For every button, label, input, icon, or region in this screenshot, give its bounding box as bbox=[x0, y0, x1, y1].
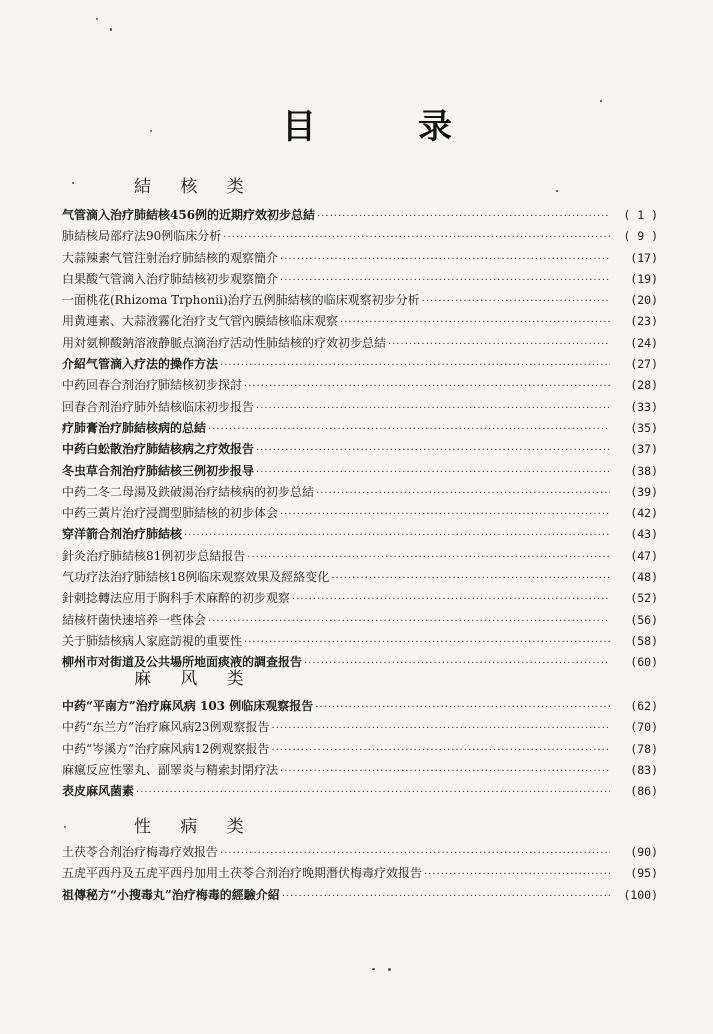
toc-entry-page: (39) bbox=[630, 484, 658, 499]
toc-entry bbox=[62, 739, 658, 760]
toc-dot-leader bbox=[424, 864, 610, 884]
toc-entry bbox=[62, 863, 658, 884]
toc-dot-leader bbox=[220, 355, 610, 375]
toc-dot-leader bbox=[280, 504, 610, 524]
toc-entry bbox=[62, 885, 658, 906]
scan-speck bbox=[64, 826, 66, 828]
toc-list-tuberculosis bbox=[62, 205, 658, 674]
toc-entry-title: 結核杆菌快速培养一些体会 bbox=[62, 612, 207, 627]
toc-entry bbox=[62, 588, 658, 609]
toc-entry-title: 表皮麻风菌素 bbox=[62, 784, 135, 799]
toc-entry bbox=[62, 842, 658, 863]
toc-dot-leader bbox=[208, 419, 610, 439]
toc-entry-title: 介紹气管滴入疗法的操作方法 bbox=[62, 357, 219, 372]
toc-entry-page: (37) bbox=[630, 442, 658, 457]
toc-entry bbox=[62, 354, 658, 375]
toc-entry-page: (60) bbox=[630, 655, 658, 670]
toc-entry-page: (17) bbox=[630, 250, 658, 265]
toc-entry bbox=[62, 546, 658, 567]
toc-entry bbox=[62, 781, 658, 802]
toc-entry bbox=[62, 248, 658, 269]
toc-entry-page: ( 9 ) bbox=[623, 229, 658, 244]
toc-entry bbox=[62, 717, 658, 738]
toc-entry-page: (52) bbox=[630, 591, 658, 606]
toc-entry-title: 麻瘋反应性睪丸、副睪炎与精索封閉疗法 bbox=[62, 762, 279, 777]
section-heading-tuberculosis: 結 核 类 bbox=[134, 177, 256, 197]
toc-dot-leader bbox=[422, 291, 610, 311]
toc-entry-title: 針刺捻轉法应用于胸科手术麻醉的初步观察 bbox=[62, 591, 291, 606]
toc-entry-title: 一面桃花(Rhizoma Trphonii)治疗五例肺結核的临床观察初步分析 bbox=[62, 293, 420, 308]
toc-list-leprosy bbox=[62, 696, 658, 802]
toc-entry bbox=[62, 311, 658, 332]
toc-entry-page: (62) bbox=[630, 699, 658, 713]
toc-dot-leader bbox=[256, 398, 610, 418]
toc-entry bbox=[62, 226, 658, 247]
toc-entry-title: 中药三黃片治疗浸潤型肺結核的初步体会 bbox=[62, 506, 279, 521]
toc-entry-title: 冬虫草合剂治疗肺結核三例初步报导 bbox=[62, 463, 255, 478]
toc-entry bbox=[62, 375, 658, 396]
toc-entry-page: (20) bbox=[630, 293, 658, 308]
toc-entry-title: 中药回春合剂治疗肺結核初步探討 bbox=[62, 378, 243, 393]
toc-dot-leader bbox=[223, 227, 610, 247]
toc-dot-leader bbox=[282, 886, 610, 906]
toc-entry-page: (23) bbox=[630, 314, 658, 329]
toc-dot-leader bbox=[315, 697, 610, 717]
toc-dot-leader bbox=[280, 249, 610, 269]
toc-entry-title: 大蒜辣素气管注射治疗肺結核的观察簡介 bbox=[62, 250, 279, 265]
scan-speck bbox=[150, 130, 152, 132]
toc-entry-page: (83) bbox=[630, 762, 658, 777]
toc-entry-page: (78) bbox=[630, 741, 658, 756]
toc-entry-page: (56) bbox=[630, 612, 658, 627]
toc-entry-page: (24) bbox=[630, 335, 658, 350]
title-char-1: 目 bbox=[282, 107, 316, 147]
toc-entry-title: 柳州市对街道及公共場所地面痰液的調查报告 bbox=[62, 655, 303, 670]
toc-list-venereal bbox=[62, 842, 658, 906]
scan-speck bbox=[372, 968, 375, 970]
section-heading-leprosy: 麻 风 类 bbox=[134, 669, 256, 689]
toc-entry bbox=[62, 524, 658, 545]
toc-entry bbox=[62, 760, 658, 781]
toc-entry-page: (33) bbox=[630, 399, 658, 414]
toc-entry-title: 气管滴入治疗肺結核456例的近期疗效初步总結 bbox=[62, 208, 316, 222]
scan-speck bbox=[72, 182, 74, 184]
toc-dot-leader bbox=[256, 440, 610, 460]
toc-entry bbox=[62, 482, 658, 503]
toc-dot-leader bbox=[184, 525, 610, 545]
toc-entry bbox=[62, 269, 658, 290]
scan-speck bbox=[388, 968, 391, 971]
toc-entry bbox=[62, 205, 658, 226]
toc-dot-leader bbox=[244, 632, 610, 652]
toc-entry bbox=[62, 696, 658, 717]
toc-entry-page: (43) bbox=[630, 527, 658, 542]
toc-dot-leader bbox=[208, 611, 610, 631]
toc-entry bbox=[62, 631, 658, 652]
toc-entry bbox=[62, 503, 658, 524]
toc-entry-page: (47) bbox=[630, 548, 658, 563]
toc-entry-title: 中药二冬二母湯及鉄破湯治疗結核病的初步总結 bbox=[62, 484, 315, 499]
toc-dot-leader bbox=[292, 589, 610, 609]
toc-entry-page: (90) bbox=[630, 845, 658, 859]
toc-dot-leader bbox=[280, 270, 610, 290]
toc-entry-page: (58) bbox=[630, 633, 658, 648]
toc-dot-leader bbox=[304, 653, 610, 673]
toc-entry-page: (86) bbox=[630, 784, 658, 799]
toc-dot-leader bbox=[317, 206, 610, 226]
section-heading-venereal: 性 病 类 bbox=[134, 817, 256, 837]
toc-entry-title: 用対氨柳酸鈉溶液静脈点滴治疗活动性肺結核的疗效初步总結 bbox=[62, 335, 387, 350]
toc-entry bbox=[62, 290, 658, 311]
scan-speck bbox=[96, 18, 98, 20]
toc-entry-title: 中药白蚣散治疗肺結核病之疗效报告 bbox=[62, 442, 255, 457]
toc-dot-leader bbox=[256, 462, 610, 482]
page-title bbox=[0, 104, 713, 150]
toc-dot-leader bbox=[316, 483, 610, 503]
toc-entry-title: 气功疗法治疗肺結核18例临床观察效果及經絡变化 bbox=[62, 570, 330, 585]
toc-entry-title: 穿洋箭合剂治疗肺結核 bbox=[62, 527, 183, 542]
toc-entry-title: 中药“东兰方”治疗麻风病23例观察报告 bbox=[62, 720, 270, 735]
toc-dot-leader bbox=[272, 740, 610, 760]
toc-dot-leader bbox=[331, 568, 610, 588]
toc-entry-page: (95) bbox=[630, 866, 658, 881]
toc-entry bbox=[62, 397, 658, 418]
toc-entry-page: (48) bbox=[630, 570, 658, 585]
toc-dot-leader bbox=[220, 843, 610, 863]
toc-entry-title: 回春合剂治疗肺外結核临床初步报告 bbox=[62, 399, 255, 414]
toc-entry-page: (27) bbox=[630, 357, 658, 372]
toc-entry-page: (35) bbox=[630, 420, 658, 435]
toc-entry-title: 中药“平南方”治疗麻风病 103 例临床观察报告 bbox=[62, 699, 314, 713]
toc-dot-leader bbox=[136, 782, 610, 802]
toc-dot-leader bbox=[340, 312, 610, 332]
toc-entry-title: 白果酸气管滴入治疗肺結核初步观察簡介 bbox=[62, 271, 279, 286]
toc-dot-leader bbox=[244, 376, 610, 396]
toc-entry-title: 五虎平西丹及五虎平西丹加用土茯苓合剂治疗晚期潛伏梅毒疗效报告 bbox=[62, 866, 423, 881]
toc-entry-page: ( 1 ) bbox=[623, 208, 658, 222]
toc-entry-title: 肺結核局部疗法90例临床分析 bbox=[62, 229, 222, 244]
scan-speck bbox=[556, 190, 558, 192]
toc-dot-leader bbox=[272, 718, 610, 738]
toc-entry-page: (70) bbox=[630, 720, 658, 735]
toc-entry-title: 土茯苓合剂治疗梅毒疗效报告 bbox=[62, 845, 219, 859]
toc-entry bbox=[62, 333, 658, 354]
toc-entry bbox=[62, 418, 658, 439]
scan-speck bbox=[110, 28, 112, 31]
toc-entry-title: 疗肺膏治疗肺結核病的总結 bbox=[62, 420, 207, 435]
toc-entry-title: 祖傳秘方“小搜毒丸”治疗梅毒的經驗介紹 bbox=[62, 887, 280, 902]
scan-speck bbox=[600, 100, 602, 102]
toc-entry-title: 中药“岑溪方”治疗麻风病12例观察报告 bbox=[62, 741, 270, 756]
toc-entry bbox=[62, 461, 658, 482]
toc-entry-title: 用黄連素、大蒜液霧化治疗支气管內膜結核临床观察 bbox=[62, 314, 339, 329]
toc-entry bbox=[62, 610, 658, 631]
toc-dot-leader bbox=[388, 334, 610, 354]
toc-entry-title: 針灸治疗肺結核81例初步总結报告 bbox=[62, 548, 246, 563]
title-char-2: 录 bbox=[418, 107, 452, 147]
toc-entry-page: (42) bbox=[630, 506, 658, 521]
toc-dot-leader bbox=[280, 761, 610, 781]
toc-entry bbox=[62, 567, 658, 588]
toc-entry-page: (19) bbox=[630, 271, 658, 286]
toc-entry-page: (28) bbox=[630, 378, 658, 393]
toc-entry-page: (38) bbox=[630, 463, 658, 478]
toc-entry-title: 关于肺結核病人家庭訪視的重要性 bbox=[62, 633, 243, 648]
toc-entry bbox=[62, 439, 658, 460]
toc-entry-page: (100) bbox=[623, 887, 658, 902]
toc-dot-leader bbox=[247, 547, 610, 567]
